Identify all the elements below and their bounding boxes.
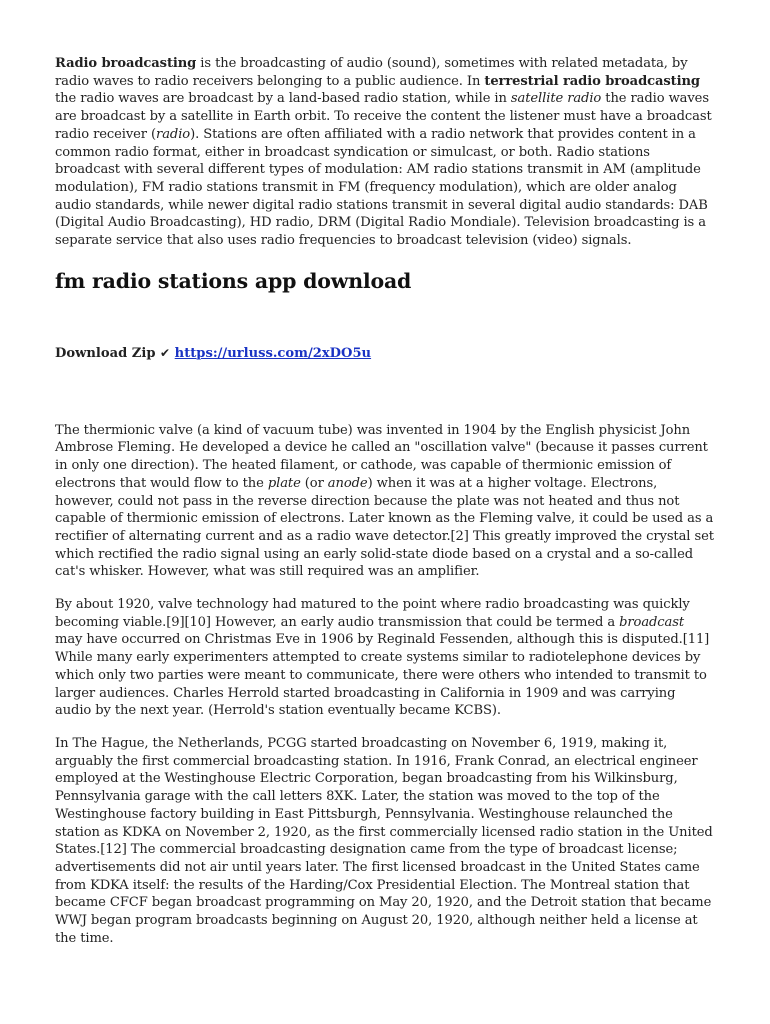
intro-text-1: is the broadcasting of audio (sound), sometimes with related metadata, by radio waves to radio receivers belonging to a public audience. In bbox=[55, 56, 688, 89]
history-paragraph-3: In The Hague, the Netherlands, PCGG started broadcasting on November 6, 1919, making it, arguably the first commercial broadcasting station. In 1916, Frank Conrad, an electrical engineer employed at the Westinghouse Electric Corporation, began broadcasting from his Wilkinsburg, Pennsylvania garage with the call letters 8XK. Later, the station was moved to the top of the Westinghouse factory building in East Pittsburgh, Pennsylvania. Westinghouse relaunched the station as KDKA on November 2, 1920, as the first commercially licensed radio station in the United States.[12] The commercial broadcasting designation came from the type of broadcast license; advertisements did not air until years later. The first licensed broadcast in the United States came from KDKA itself: the results of the Harding/Cox Presidential Election. The Montreal station that became CFCF began broadcast programming on May 20, 1920, and the Detroit station that became WWJ began program broadcasts beginning on August 20, 1920, although neither held a license at the time. bbox=[55, 735, 713, 946]
term-radio-broadcasting: Radio broadcasting bbox=[55, 56, 197, 71]
intro-text-4: ). Stations are often affiliated with a radio network that provides content in a common radio format, either in broadcast syndication or simulcast, or both. Radio stations broadcast with several different types of modulation: AM radio stations transmit in AM (amplitude modulation), FM radio stations transmit in FM (frequency modulation), which are older analog audio standards, while newer digital radio stations transmit in several digital audio standards: DAB (Digital Audio Broadcasting), HD radio, DRM (Digital Radio Mondiale). Television broadcasting is a separate service that also uses radio frequencies to broadcast television (video) signals. bbox=[55, 126, 708, 249]
check-icon: ✔ bbox=[160, 345, 171, 360]
history-paragraph-1 bbox=[55, 422, 715, 581]
intro-paragraph bbox=[55, 55, 715, 250]
page-title: fm radio stations app download bbox=[55, 268, 412, 293]
term-plate: plate bbox=[267, 475, 301, 491]
download-line bbox=[55, 345, 715, 362]
para1-text-3: ) when it was at a higher voltage. Electrons, however, could not pass in the reverse direction because the plate was not heated and thus not capable of thermionic emission of electrons. Later known as the Fleming valve, it could be used as a rectifier of alternating current and as a radio wave detector.[2] This greatly improved the crystal set which rectified the radio signal using an early solid-state diode based on a crystal and a so-called cat's whisker. However, what was still required was an amplifier. bbox=[55, 475, 714, 580]
download-link[interactable]: https://urluss.com/2xDO5u bbox=[174, 345, 372, 361]
intro-text-2: the radio waves are broadcast by a land-based radio station, while in bbox=[55, 91, 511, 107]
term-radio: radio bbox=[156, 126, 191, 142]
term-terrestrial-radio-broadcasting: terrestrial radio broadcasting bbox=[484, 73, 700, 89]
para1-text-2: (or bbox=[300, 475, 328, 491]
intro-text-3: the radio waves are broadcast by a satellite in Earth orbit. To receive the content the listener must have a broadcast radio receiver ( bbox=[55, 91, 712, 142]
term-broadcast: broadcast bbox=[619, 614, 685, 630]
para2-text-1: By about 1920, valve technology had matured to the point where radio broadcasting was quickly becoming viable.[9][10] However, an early audio transmission that could be termed a bbox=[55, 597, 690, 630]
term-satellite-radio: satellite radio bbox=[510, 91, 602, 107]
term-anode: anode bbox=[327, 475, 368, 491]
para1-text-1: The thermionic valve (a kind of vacuum tube) was invented in 1904 by the English physicist John Ambrose Fleming. He developed a device he called an "oscillation valve" (because it passes current in only one direction). The heated filament, or cathode, was capable of thermionic emission of electrons that would flow to the bbox=[55, 422, 708, 491]
para2-text-2: may have occurred on Christmas Eve in 1906 by Reginald Fessenden, although this is disputed.[11] While many early experimenters attempted to create systems similar to radiotelephone devices by which only two parties were meant to communicate, there were others who intended to transmit to larger audiences. Charles Herrold started broadcasting in California in 1909 and was carrying audio by the next year. (Herrold's station eventually became KCBS). bbox=[55, 632, 710, 719]
download-label: Download Zip bbox=[55, 345, 156, 361]
history-paragraph-2 bbox=[55, 596, 715, 720]
